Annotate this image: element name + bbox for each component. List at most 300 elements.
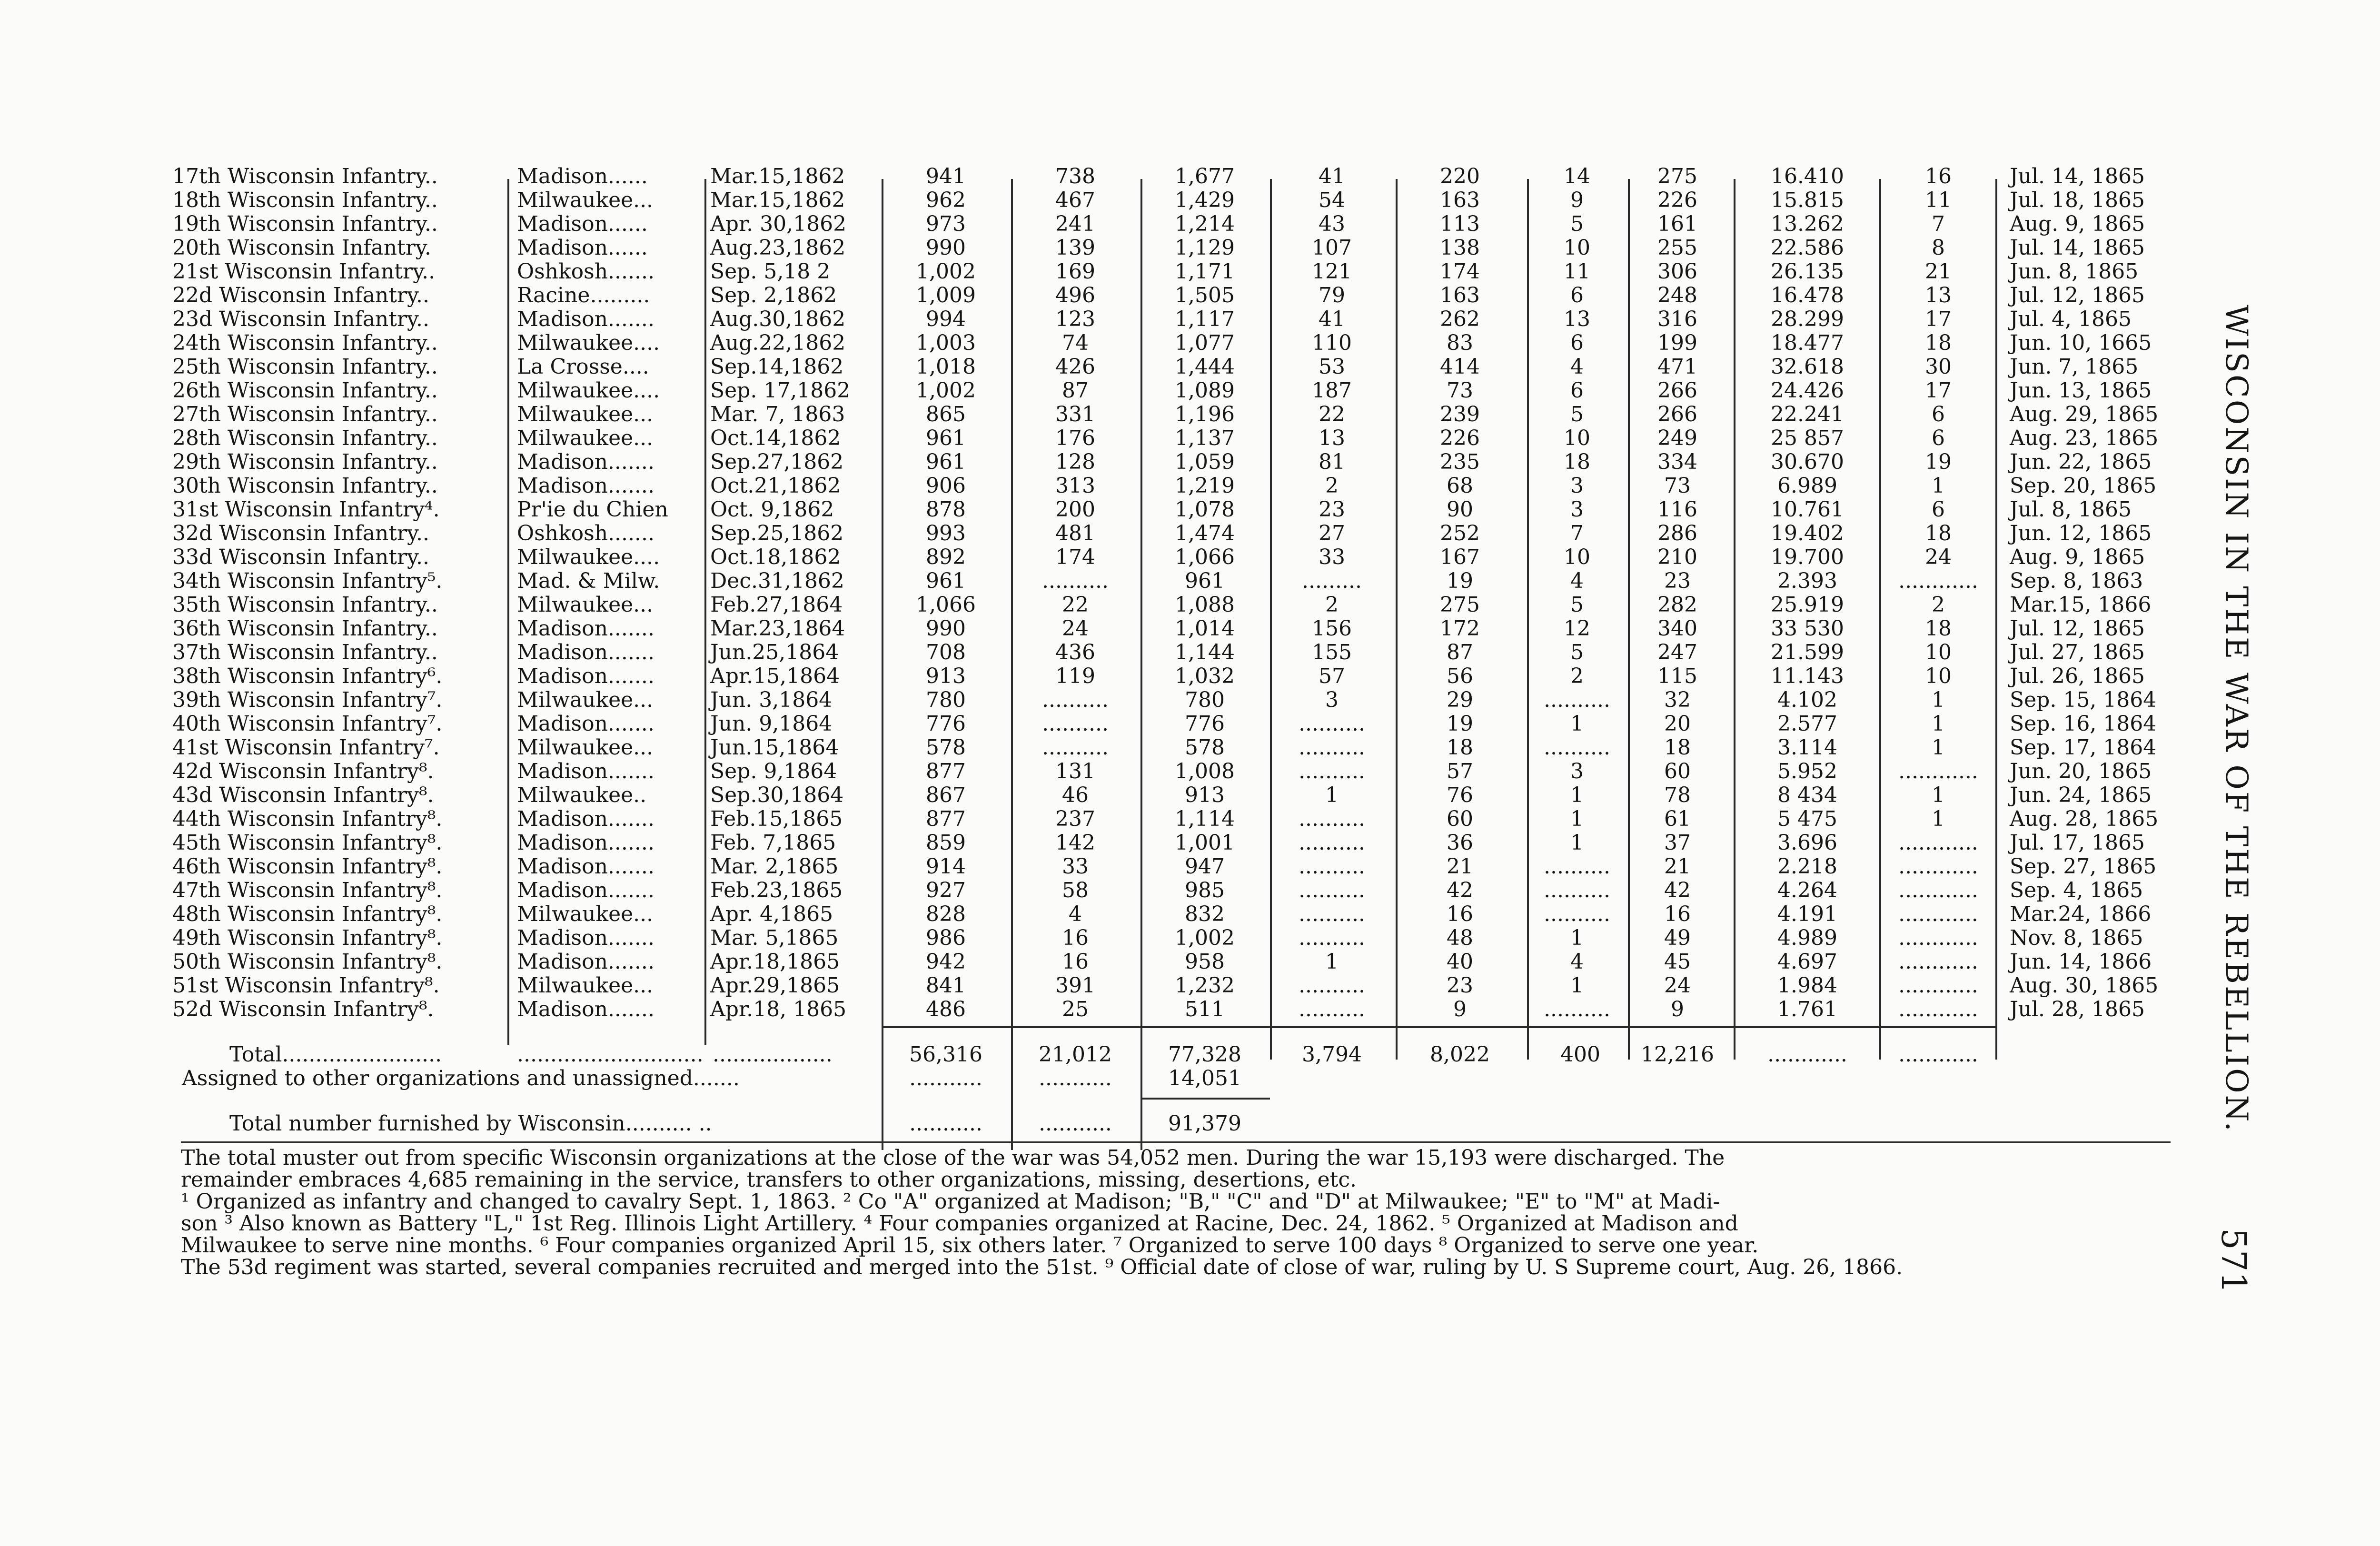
cell-c3: 913 (1185, 783, 1225, 807)
cell-regiment: 28th Wisconsin Infantry.. (172, 426, 438, 450)
cell-c10: Jun. 8, 1865 (2010, 259, 2139, 284)
cell-c7: 23 (1664, 569, 1691, 593)
cell-c9: 10 (1925, 640, 1952, 664)
cell-c5: 275 (1440, 593, 1480, 617)
cell-c4: 3 (1325, 688, 1339, 712)
cell-c10: Nov. 8, 1865 (2010, 926, 2143, 950)
cell-c8: 11.143 (1771, 664, 1844, 688)
cell-c3: 1,008 (1175, 759, 1235, 783)
cell-date: Aug.30,1862 (710, 307, 846, 331)
footnote-rule (181, 1141, 2171, 1143)
cell-regiment: 31st Wisconsin Infantry⁴. (172, 497, 440, 522)
cell-c2: 738 (1055, 164, 1095, 188)
cell-c3: 1,505 (1175, 283, 1235, 307)
cell-c9: ............ (1898, 950, 1978, 974)
cell-date: Mar.15,1862 (710, 164, 845, 188)
cell-place: Milwaukee... (517, 188, 654, 212)
cell-place: Racine......... (517, 283, 650, 307)
cell-regiment: 24th Wisconsin Infantry.. (172, 331, 438, 355)
cell-c7: 199 (1657, 331, 1697, 355)
cell-c4: 110 (1312, 331, 1352, 355)
cell-c2: 46 (1062, 783, 1089, 807)
table-row (172, 902, 2172, 926)
cell-c10: Sep. 4, 1865 (2010, 878, 2143, 902)
cell-c1: 865 (926, 402, 966, 426)
cell-c7: 286 (1657, 521, 1697, 545)
cell-c1: 994 (926, 307, 966, 331)
furnished-rule (1140, 1098, 1270, 1100)
cell-c4: 155 (1312, 640, 1352, 664)
cell-regiment: 34th Wisconsin Infantry⁵. (172, 569, 443, 593)
cell-c4: 53 (1319, 355, 1345, 379)
cell-c4: 156 (1312, 616, 1352, 641)
cell-c10: Jul. 12, 1865 (2010, 616, 2145, 641)
cell-c2: 237 (1055, 807, 1095, 831)
table-row (172, 617, 2172, 641)
cell-date: Apr.18,1865 (710, 950, 840, 974)
table-row (172, 450, 2172, 474)
cell-date: Oct.14,1862 (710, 426, 841, 450)
cell-place: Mad. & Milw. (517, 569, 660, 593)
cell-c1: 913 (926, 664, 966, 688)
cell-date: Sep.27,1862 (710, 450, 844, 474)
cell-c10: Mar.15, 1866 (2010, 593, 2152, 617)
cell-c7: 49 (1664, 926, 1691, 950)
cell-c9: 1 (1932, 735, 1945, 760)
cell-c4: 33 (1319, 545, 1345, 569)
cell-date: Apr.29,1865 (710, 973, 840, 998)
cell-c8: 3.696 (1777, 831, 1837, 855)
cell-place: Milwaukee... (517, 902, 654, 926)
cell-c5: 235 (1440, 450, 1480, 474)
cell-c8: 21.599 (1771, 640, 1844, 664)
table-row (172, 284, 2172, 307)
totals-rule (882, 1026, 1995, 1028)
cell-c4: .......... (1299, 973, 1365, 998)
cell-c1: 1,009 (916, 283, 976, 307)
cell-c3: 1,214 (1175, 212, 1235, 236)
cell-c5: 60 (1447, 807, 1473, 831)
cell-place: Madison...... (517, 212, 648, 236)
cell-c4: 81 (1319, 450, 1345, 474)
cell-c3: 958 (1185, 950, 1225, 974)
assigned-c2: ........... (1039, 1066, 1112, 1090)
cell-c9: 1 (1932, 688, 1945, 712)
table-row (172, 712, 2172, 736)
cell-c5: 40 (1447, 950, 1473, 974)
cell-date: Jun.15,1864 (710, 735, 839, 760)
cell-c9: 30 (1925, 355, 1952, 379)
cell-c8: 19.700 (1771, 545, 1844, 569)
cell-c1: 942 (926, 950, 966, 974)
cell-c4: 79 (1319, 283, 1345, 307)
cell-c1: 1,002 (916, 259, 976, 284)
cell-c3: 1,232 (1175, 973, 1235, 998)
cell-c6: 1 (1570, 973, 1584, 998)
table-row (172, 522, 2172, 545)
cell-place: Milwaukee.... (517, 378, 660, 403)
cell-c2: 58 (1062, 878, 1089, 902)
cell-place: Madison....... (517, 640, 654, 664)
cell-c2: 25 (1062, 997, 1089, 1021)
cell-c1: 859 (926, 831, 966, 855)
cell-c6: 9 (1570, 188, 1584, 212)
cell-c6: 2 (1570, 664, 1584, 688)
totals-label: Total........................ (229, 1042, 442, 1067)
cell-place: Milwaukee.... (517, 545, 660, 569)
cell-place: Madison....... (517, 307, 654, 331)
cell-c6: .......... (1544, 997, 1610, 1021)
cell-regiment: 45th Wisconsin Infantry⁸. (172, 831, 443, 855)
cell-c3: 1,677 (1175, 164, 1235, 188)
cell-c2: .......... (1042, 735, 1109, 760)
cell-c8: 4.989 (1777, 926, 1837, 950)
cell-c4: .......... (1299, 902, 1365, 926)
cell-place: Milwaukee.... (517, 331, 660, 355)
cell-c7: 37 (1664, 831, 1691, 855)
furnished-c2: ........... (1039, 1111, 1112, 1136)
cell-regiment: 36th Wisconsin Infantry.. (172, 616, 438, 641)
page-number: 571 (2214, 1228, 2254, 1294)
total-c6: 400 (1560, 1042, 1600, 1067)
cell-regiment: 27th Wisconsin Infantry.. (172, 402, 438, 426)
cell-c6: 3 (1570, 759, 1584, 783)
cell-c1: 1,018 (916, 355, 976, 379)
cell-regiment: 39th Wisconsin Infantry⁷. (172, 688, 443, 712)
cell-c3: 780 (1185, 688, 1225, 712)
cell-c9: 1 (1932, 712, 1945, 736)
cell-regiment: 26th Wisconsin Infantry.. (172, 378, 438, 403)
cell-place: Madison....... (517, 878, 654, 902)
cell-c5: 42 (1447, 878, 1473, 902)
cell-c4: .......... (1299, 735, 1365, 760)
cell-c2: .......... (1042, 688, 1109, 712)
cell-c8: 19.402 (1771, 521, 1844, 545)
cell-place: Madison....... (517, 664, 654, 688)
cell-c7: 78 (1664, 783, 1691, 807)
cell-c4: .......... (1299, 759, 1365, 783)
cell-c7: 18 (1664, 735, 1691, 760)
cell-c9: 2 (1932, 593, 1945, 617)
cell-c1: 878 (926, 497, 966, 522)
cell-c6: .......... (1544, 854, 1610, 879)
total-c8: ............ (1767, 1042, 1847, 1067)
cell-c5: 167 (1440, 545, 1480, 569)
cell-c10: Jul. 4, 1865 (2010, 307, 2132, 331)
cell-c5: 73 (1447, 378, 1473, 403)
cell-place: Milwaukee.. (517, 783, 647, 807)
cell-c9: 18 (1925, 521, 1952, 545)
cell-c10: Sep. 16, 1864 (2010, 712, 2157, 736)
cell-regiment: 49th Wisconsin Infantry⁸. (172, 926, 443, 950)
cell-date: Sep.25,1862 (710, 521, 844, 545)
cell-c10: Jul. 26, 1865 (2010, 664, 2145, 688)
cell-c3: 1,014 (1175, 616, 1235, 641)
cell-c2: 391 (1055, 973, 1095, 998)
cell-c7: 282 (1657, 593, 1697, 617)
cell-c9: 8 (1932, 236, 1945, 260)
cell-date: Dec.31,1862 (710, 569, 844, 593)
cell-c10: Jul. 8, 1865 (2010, 497, 2132, 522)
total-c7: 12,216 (1641, 1042, 1714, 1067)
footnote-line: ¹ Organized as infantry and changed to cavalry Sept. 1, 1863. ² Co "A" organized at Madison; "B," "C" and "D" at Milwaukee; "E" to "M" at Madi- (181, 1189, 1720, 1214)
cell-c7: 45 (1664, 950, 1691, 974)
cell-regiment: 42d Wisconsin Infantry⁸. (172, 759, 434, 783)
cell-c1: 780 (926, 688, 966, 712)
cell-date: Feb.27,1864 (710, 593, 843, 617)
cell-c3: 1,429 (1175, 188, 1235, 212)
cell-c9: 21 (1925, 259, 1952, 284)
cell-c9: 11 (1925, 188, 1952, 212)
cell-c10: Jul. 28, 1865 (2010, 997, 2145, 1021)
cell-c9: 1 (1932, 783, 1945, 807)
cell-c2: 481 (1055, 521, 1095, 545)
cell-c2: 131 (1055, 759, 1095, 783)
cell-c9: 13 (1925, 283, 1952, 307)
furnished-c3: 91,379 (1168, 1111, 1241, 1136)
cell-c10: Jun. 10, 1665 (2010, 331, 2152, 355)
cell-c2: 87 (1062, 378, 1089, 403)
cell-date: Apr. 4,1865 (710, 902, 833, 926)
cell-c7: 249 (1657, 426, 1697, 450)
cell-c6: 1 (1570, 807, 1584, 831)
cell-c6: 7 (1570, 521, 1584, 545)
cell-c3: 1,144 (1175, 640, 1235, 664)
table-row (172, 855, 2172, 879)
footnote-line: son ³ Also known as Battery "L," 1st Reg. Illinois Light Artillery. ⁴ Four companies organized at Racine, Dec. 24, 1862. ⁵ Organized at Madison and (181, 1211, 1738, 1236)
cell-c7: 247 (1657, 640, 1697, 664)
cell-regiment: 20th Wisconsin Infantry. (172, 236, 431, 260)
cell-c2: 119 (1055, 664, 1095, 688)
cell-regiment: 35th Wisconsin Infantry.. (172, 593, 438, 617)
cell-date: Oct. 9,1862 (710, 497, 834, 522)
cell-regiment: 17th Wisconsin Infantry.. (172, 164, 438, 188)
cell-c3: 1,114 (1175, 807, 1235, 831)
cell-c9: ............ (1898, 569, 1978, 593)
cell-c5: 262 (1440, 307, 1480, 331)
cell-c10: Sep. 27, 1865 (2010, 854, 2157, 879)
table-row (172, 498, 2172, 522)
cell-c6: 14 (1564, 164, 1590, 188)
cell-regiment: 52d Wisconsin Infantry⁸. (172, 997, 434, 1021)
cell-c5: 57 (1447, 759, 1473, 783)
cell-c7: 248 (1657, 283, 1697, 307)
cell-c6: 4 (1570, 355, 1584, 379)
cell-c9: ............ (1898, 878, 1978, 902)
cell-c8: 2.577 (1777, 712, 1837, 736)
total-c3: 77,328 (1168, 1042, 1241, 1067)
cell-place: Oshkosh....... (517, 259, 654, 284)
cell-c8: 5.952 (1777, 759, 1837, 783)
cell-c8: 30.670 (1771, 450, 1844, 474)
cell-date: Feb.15,1865 (710, 807, 843, 831)
footnote-line: Milwaukee to serve nine months. ⁶ Four companies organized April 15, six others later. ⁷ Organized to serve 100 days ⁸ Organized to serve one year. (181, 1233, 1759, 1258)
cell-c8: 10.761 (1771, 497, 1844, 522)
cell-c5: 18 (1447, 735, 1473, 760)
cell-c6: 4 (1570, 950, 1584, 974)
table-row (172, 236, 2172, 260)
cell-regiment: 23d Wisconsin Infantry.. (172, 307, 429, 331)
cell-c2: 174 (1055, 545, 1095, 569)
cell-c2: 22 (1062, 593, 1089, 617)
cell-c5: 19 (1447, 712, 1473, 736)
cell-c3: 1,089 (1175, 378, 1235, 403)
cell-c3: 578 (1185, 735, 1225, 760)
cell-c10: Aug. 9, 1865 (2010, 212, 2145, 236)
cell-c2: .......... (1042, 569, 1109, 593)
furnished-label: Total number furnished by Wisconsin.......... .. (229, 1111, 712, 1136)
cell-c10: Jul. 18, 1865 (2010, 188, 2145, 212)
cell-c5: 239 (1440, 402, 1480, 426)
cell-c7: 116 (1657, 497, 1697, 522)
cell-c7: 306 (1657, 259, 1697, 284)
cell-regiment: 41st Wisconsin Infantry⁷. (172, 735, 440, 760)
cell-c10: Sep. 17, 1864 (2010, 735, 2157, 760)
cell-c3: 1,129 (1175, 236, 1235, 260)
cell-c2: 176 (1055, 426, 1095, 450)
cell-c5: 87 (1447, 640, 1473, 664)
cell-c8: 25.919 (1771, 593, 1844, 617)
cell-c4: .......... (1299, 807, 1365, 831)
cell-c8: 32.618 (1771, 355, 1844, 379)
cell-regiment: 30th Wisconsin Infantry.. (172, 474, 438, 498)
total-c4: 3,794 (1302, 1042, 1362, 1067)
cell-c7: 9 (1671, 997, 1684, 1021)
cell-place: Pr'ie du Chien (517, 497, 668, 522)
cell-c8: 18.477 (1771, 331, 1844, 355)
cell-c2: .......... (1042, 712, 1109, 736)
cell-c6: 11 (1564, 259, 1590, 284)
total-c2: 21,012 (1039, 1042, 1112, 1067)
cell-regiment: 37th Wisconsin Infantry.. (172, 640, 438, 664)
cell-c8: 2.218 (1777, 854, 1837, 879)
cell-place: Milwaukee... (517, 688, 654, 712)
cell-c6: 1 (1570, 783, 1584, 807)
cell-c2: 331 (1055, 402, 1095, 426)
cell-c9: ............ (1898, 831, 1978, 855)
cell-c8: 4.102 (1777, 688, 1837, 712)
cell-c1: 877 (926, 807, 966, 831)
cell-c5: 23 (1447, 973, 1473, 998)
cell-date: Mar.15,1862 (710, 188, 845, 212)
cell-c6: .......... (1544, 902, 1610, 926)
cell-c3: 1,066 (1175, 545, 1235, 569)
cell-c3: 1,001 (1175, 831, 1235, 855)
cell-c8: 28.299 (1771, 307, 1844, 331)
cell-c10: Aug. 29, 1865 (2010, 402, 2159, 426)
cell-c4: 27 (1319, 521, 1345, 545)
cell-c4: 23 (1319, 497, 1345, 522)
cell-date: Mar. 5,1865 (710, 926, 839, 950)
table-row (172, 307, 2172, 331)
table-row (172, 950, 2172, 974)
cell-c1: 708 (926, 640, 966, 664)
cell-c7: 61 (1664, 807, 1691, 831)
cell-c9: 18 (1925, 616, 1952, 641)
cell-c6: 5 (1570, 640, 1584, 664)
cell-c8: 1.984 (1777, 973, 1837, 998)
cell-place: Madison....... (517, 759, 654, 783)
cell-c8: 16.410 (1771, 164, 1844, 188)
table-row (172, 569, 2172, 593)
cell-c3: 511 (1185, 997, 1225, 1021)
totals-row (172, 1043, 2172, 1067)
assigned-label: Assigned to other organizations and unassigned....... (182, 1066, 740, 1090)
footnote-line: The 53d regiment was started, several companies recruited and merged into the 51st. ⁹ Official date of close of war, ruling by U. S Supreme court, Aug. 26, 1866. (181, 1255, 1903, 1279)
cell-c5: 9 (1453, 997, 1467, 1021)
cell-date: Feb. 7,1865 (710, 831, 836, 855)
total-c5: 8,022 (1430, 1042, 1490, 1067)
cell-c10: Mar.24, 1866 (2010, 902, 2152, 926)
cell-c4: 54 (1319, 188, 1345, 212)
cell-date: Apr. 30,1862 (710, 212, 847, 236)
cell-c2: 16 (1062, 926, 1089, 950)
cell-c1: 877 (926, 759, 966, 783)
cell-c4: 41 (1319, 307, 1345, 331)
cell-c6: 18 (1564, 450, 1590, 474)
cell-c1: 941 (926, 164, 966, 188)
cell-c7: 210 (1657, 545, 1697, 569)
cell-c5: 163 (1440, 188, 1480, 212)
cell-c10: Jun. 20, 1865 (2010, 759, 2152, 783)
cell-c8: 4.697 (1777, 950, 1837, 974)
cell-c5: 226 (1440, 426, 1480, 450)
cell-c4: 13 (1319, 426, 1345, 450)
cell-c9: 1 (1932, 807, 1945, 831)
cell-c8: 4.191 (1777, 902, 1837, 926)
cell-place: Madison....... (517, 950, 654, 974)
cell-c10: Aug. 9, 1865 (2010, 545, 2145, 569)
cell-place: Madison....... (517, 450, 654, 474)
cell-regiment: 32d Wisconsin Infantry.. (172, 521, 429, 545)
cell-c7: 20 (1664, 712, 1691, 736)
cell-regiment: 44th Wisconsin Infantry⁸. (172, 807, 443, 831)
cell-regiment: 19th Wisconsin Infantry.. (172, 212, 438, 236)
cell-c2: 142 (1055, 831, 1095, 855)
cell-c3: 776 (1185, 712, 1225, 736)
cell-c2: 74 (1062, 331, 1089, 355)
cell-c10: Jun. 13, 1865 (2010, 378, 2152, 403)
cell-c9: 6 (1932, 497, 1945, 522)
cell-c4: 22 (1319, 402, 1345, 426)
table-row (172, 474, 2172, 498)
cell-c7: 24 (1664, 973, 1691, 998)
cell-date: Mar. 2,1865 (710, 854, 839, 879)
table-row (172, 831, 2172, 855)
totals-place-dots: ............................ (517, 1042, 704, 1067)
cell-c6: 3 (1570, 497, 1584, 522)
cell-regiment: 33d Wisconsin Infantry.. (172, 545, 429, 569)
cell-c3: 832 (1185, 902, 1225, 926)
cell-c9: ............ (1898, 926, 1978, 950)
cell-c8: 16.478 (1771, 283, 1844, 307)
cell-place: Milwaukee... (517, 426, 654, 450)
cell-c6: 10 (1564, 426, 1590, 450)
cell-c7: 115 (1657, 664, 1697, 688)
cell-c7: 471 (1657, 355, 1697, 379)
total-c1: 56,316 (909, 1042, 982, 1067)
cell-c1: 867 (926, 783, 966, 807)
cell-c6: 1 (1570, 831, 1584, 855)
cell-regiment: 47th Wisconsin Infantry⁸. (172, 878, 443, 902)
cell-c1: 892 (926, 545, 966, 569)
cell-c3: 1,032 (1175, 664, 1235, 688)
cell-c5: 56 (1447, 664, 1473, 688)
table-row (172, 998, 2172, 1021)
table-row (172, 355, 2172, 379)
cell-c9: 10 (1925, 664, 1952, 688)
cell-c7: 255 (1657, 236, 1697, 260)
